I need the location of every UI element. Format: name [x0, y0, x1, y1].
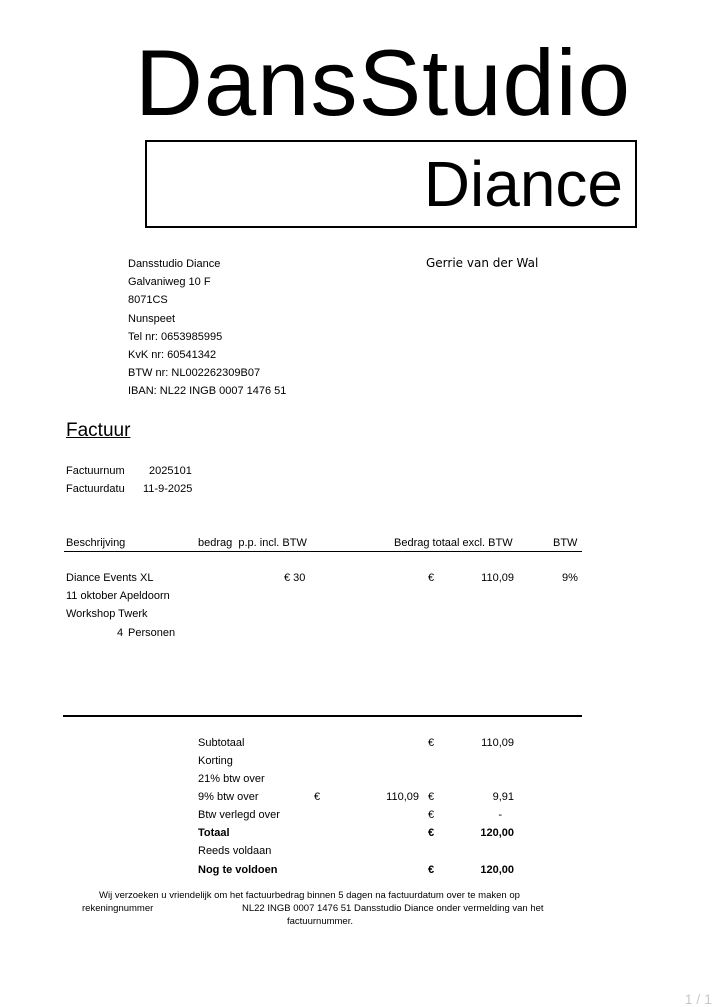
row-description-3: Workshop Twerk	[66, 608, 148, 620]
total-value: 120,00	[480, 827, 514, 839]
payment-note-line-1: Wij verzoeken u vriendelijk om het factuurbedrag binnen 5 dagen na factuurdatum over te maken op	[99, 890, 520, 901]
sender-line: Tel nr: 0653985995	[128, 330, 223, 343]
logo-line-1: DansStudio	[135, 30, 631, 135]
reverse-charge-value: -	[498, 809, 502, 821]
subtotal-label: Subtotaal	[198, 737, 245, 749]
header-btw: BTW	[553, 537, 578, 549]
invoice-number-label: Factuurnum	[66, 465, 125, 477]
subtotal-currency: €	[428, 737, 435, 749]
btw9-base-currency: €	[314, 791, 321, 803]
invoice-date-value: 11-9-2025	[143, 483, 193, 495]
reverse-charge-currency: €	[428, 809, 435, 821]
amount-due-label: Nog te voldoen	[198, 864, 278, 876]
amount-due-value: 120,00	[480, 864, 514, 876]
recipient-name: Gerrie van der Wal	[426, 256, 539, 270]
total-currency: €	[428, 827, 435, 839]
total-label: Totaal	[198, 827, 230, 839]
sender-line: Dansstudio Diance	[128, 258, 221, 270]
table-bottom-divider	[63, 715, 582, 717]
row-total-excl: 110,09	[481, 572, 514, 584]
btw9-currency: €	[428, 791, 435, 803]
page-indicator: 1 / 1	[684, 991, 712, 1007]
amount-due-currency: €	[428, 864, 435, 876]
btw9-label: 9% btw over	[198, 791, 259, 803]
sender-address	[128, 255, 286, 401]
sender-line: KvK nr: 60541342	[128, 348, 217, 361]
btw9-value: 9,91	[492, 791, 514, 803]
logo-line-2: Diance	[423, 148, 623, 220]
invoice-title: Factuur	[66, 420, 131, 441]
payment-note-line-3: factuurnummer.	[287, 916, 353, 927]
header-price-pp: bedrag p.p. incl. BTW	[198, 537, 307, 549]
row-btw: 9%	[562, 572, 578, 584]
sender-line: 8071CS	[128, 294, 168, 307]
logo	[135, 30, 645, 235]
header-divider	[64, 551, 582, 552]
btw9-base-value: 110,09	[386, 791, 419, 803]
row-description-2: 11 oktober Apeldoorn	[66, 590, 170, 602]
already-paid-label: Reeds voldaan	[198, 845, 272, 857]
row-currency: €	[428, 572, 435, 584]
header-description: Beschrijving	[66, 537, 126, 549]
payment-note-line-2b: NL22 INGB 0007 1476 51 Dansstudio Diance onder vermelding van het	[242, 903, 544, 914]
sender-line: Galvaniweg 10 F	[128, 276, 211, 289]
row-price-pp: € 30	[284, 572, 306, 584]
row-persons-label: Personen	[128, 627, 176, 639]
sender-line: Nunspeet	[128, 312, 176, 325]
row-description-1: Diance Events XL	[66, 572, 154, 584]
reverse-charge-label: Btw verlegd over	[198, 809, 280, 821]
payment-note-line-2a: rekeningnummer	[82, 903, 154, 914]
btw21-label: 21% btw over	[198, 773, 265, 785]
subtotal-value: 110,09	[481, 737, 514, 749]
discount-label: Korting	[198, 755, 233, 767]
invoice-number-value: 2025101	[149, 465, 192, 477]
invoice-date-label: Factuurdatu	[66, 483, 125, 495]
header-total-excl: Bedrag totaal excl. BTW	[394, 537, 513, 549]
sender-line: IBAN: NL22 INGB 0007 1476 51	[128, 385, 287, 398]
row-persons-qty: 4	[117, 627, 124, 639]
sender-line: BTW nr: NL002262309B07	[128, 367, 261, 380]
